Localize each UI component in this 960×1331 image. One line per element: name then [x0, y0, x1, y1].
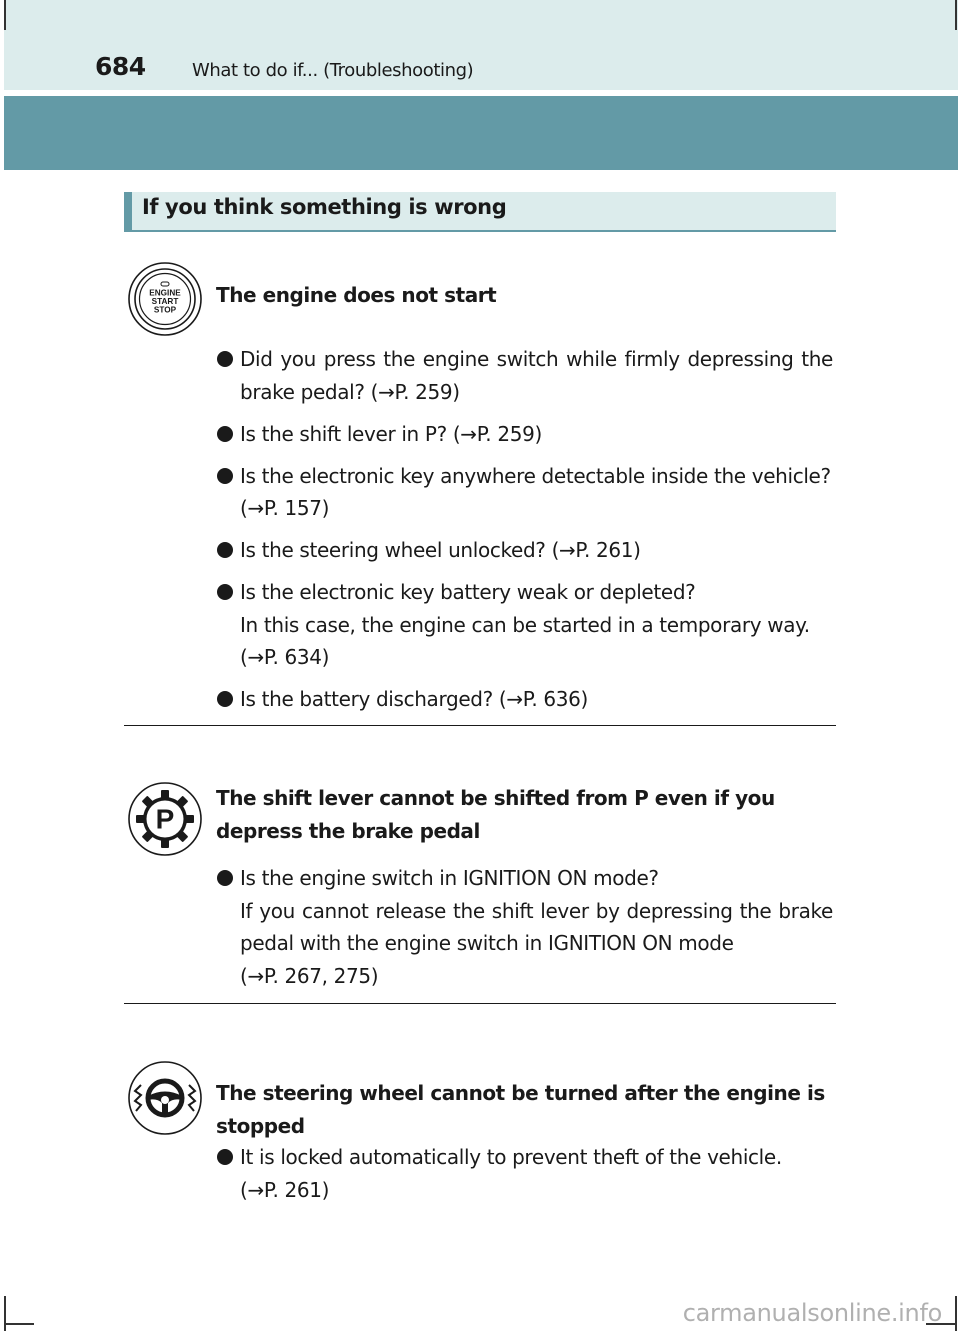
chapter-band — [4, 96, 958, 170]
item-title-steering: The steering wheel cannot be turned after the engine is stopped — [216, 1081, 825, 1138]
crop-mark — [955, 1296, 957, 1331]
bullet-list-shift-lever — [217, 862, 833, 1002]
crop-mark — [4, 0, 6, 30]
crop-mark — [4, 1323, 34, 1325]
list-item — [217, 418, 833, 451]
bullet-line: Is the shift lever in P? (→P. 259) — [240, 421, 542, 446]
bullet-dot-icon — [217, 870, 233, 886]
list-item — [217, 576, 833, 674]
item-title-engine: The engine does not start — [216, 283, 497, 307]
list-item — [217, 683, 833, 716]
bullet-dot-icon — [217, 584, 233, 600]
engine-start-stop-icon — [127, 261, 203, 337]
bullet-line: Is the engine switch in IGNITION ON mode? — [240, 866, 659, 890]
list-item — [217, 343, 833, 408]
bullet-line: It is locked automatically to prevent theft of the vehicle. — [240, 1145, 782, 1169]
list-item — [217, 1141, 833, 1206]
bullet-list-engine — [217, 343, 833, 725]
icon-letter: P — [155, 803, 175, 835]
crop-mark — [4, 1296, 6, 1331]
bullet-line: (→P. 634) — [240, 645, 330, 669]
divider — [124, 1003, 836, 1004]
icon-text-line-3: STOP — [153, 305, 177, 315]
header-bar — [4, 0, 958, 90]
bullet-dot-icon — [217, 351, 233, 367]
bullet-list-steering — [217, 1141, 833, 1216]
bullet-line: If you cannot release the shift lever by depressing the brake — [240, 898, 833, 923]
crop-mark — [955, 0, 957, 30]
section-title: If you think something is wrong — [142, 195, 507, 219]
list-item — [217, 534, 833, 567]
list-item — [217, 862, 833, 992]
bullet-dot-icon — [217, 1149, 233, 1165]
bullet-line: Did you press the engine switch while firmly depressing the — [240, 347, 833, 371]
divider — [124, 725, 836, 726]
icon-text-line-1: ENGINE — [149, 288, 181, 298]
running-title: What to do if... (Troubleshooting) — [192, 60, 474, 81]
bullet-dot-icon — [217, 426, 233, 442]
page-number: 684 — [95, 52, 146, 81]
item-title-shift-lever: The shift lever cannot be shifted from P even if you depress the brake pedal — [216, 786, 775, 843]
shift-lock-p-gear-icon — [127, 781, 203, 857]
bullet-line: Is the battery discharged? (→P. 636) — [240, 687, 588, 711]
bullet-dot-icon — [217, 691, 233, 707]
bullet-line: pedal with the engine switch in IGNITION ON mode — [240, 931, 734, 955]
steering-lock-icon — [127, 1060, 203, 1136]
icon-text-line-2: START — [151, 297, 179, 306]
bullet-line: Is the electronic key battery weak or depleted? — [240, 580, 696, 604]
list-item — [217, 460, 833, 525]
bullet-line: brake pedal? (→P. 259) — [240, 379, 460, 404]
bullet-line: In this case, the engine can be started in a temporary way. — [240, 612, 810, 637]
bullet-line: (→P. 157) — [240, 496, 330, 520]
bullet-line: Is the electronic key anywhere detectable inside the vehicle? — [240, 463, 831, 488]
watermark: carmanualsonline.info — [682, 1299, 942, 1327]
bullet-line: Is the steering wheel unlocked? (→P. 261) — [240, 538, 641, 562]
bullet-dot-icon — [217, 468, 233, 484]
bullet-dot-icon — [217, 542, 233, 558]
bullet-line: (→P. 267, 275) — [240, 963, 379, 988]
bullet-line: (→P. 261) — [240, 1177, 330, 1202]
